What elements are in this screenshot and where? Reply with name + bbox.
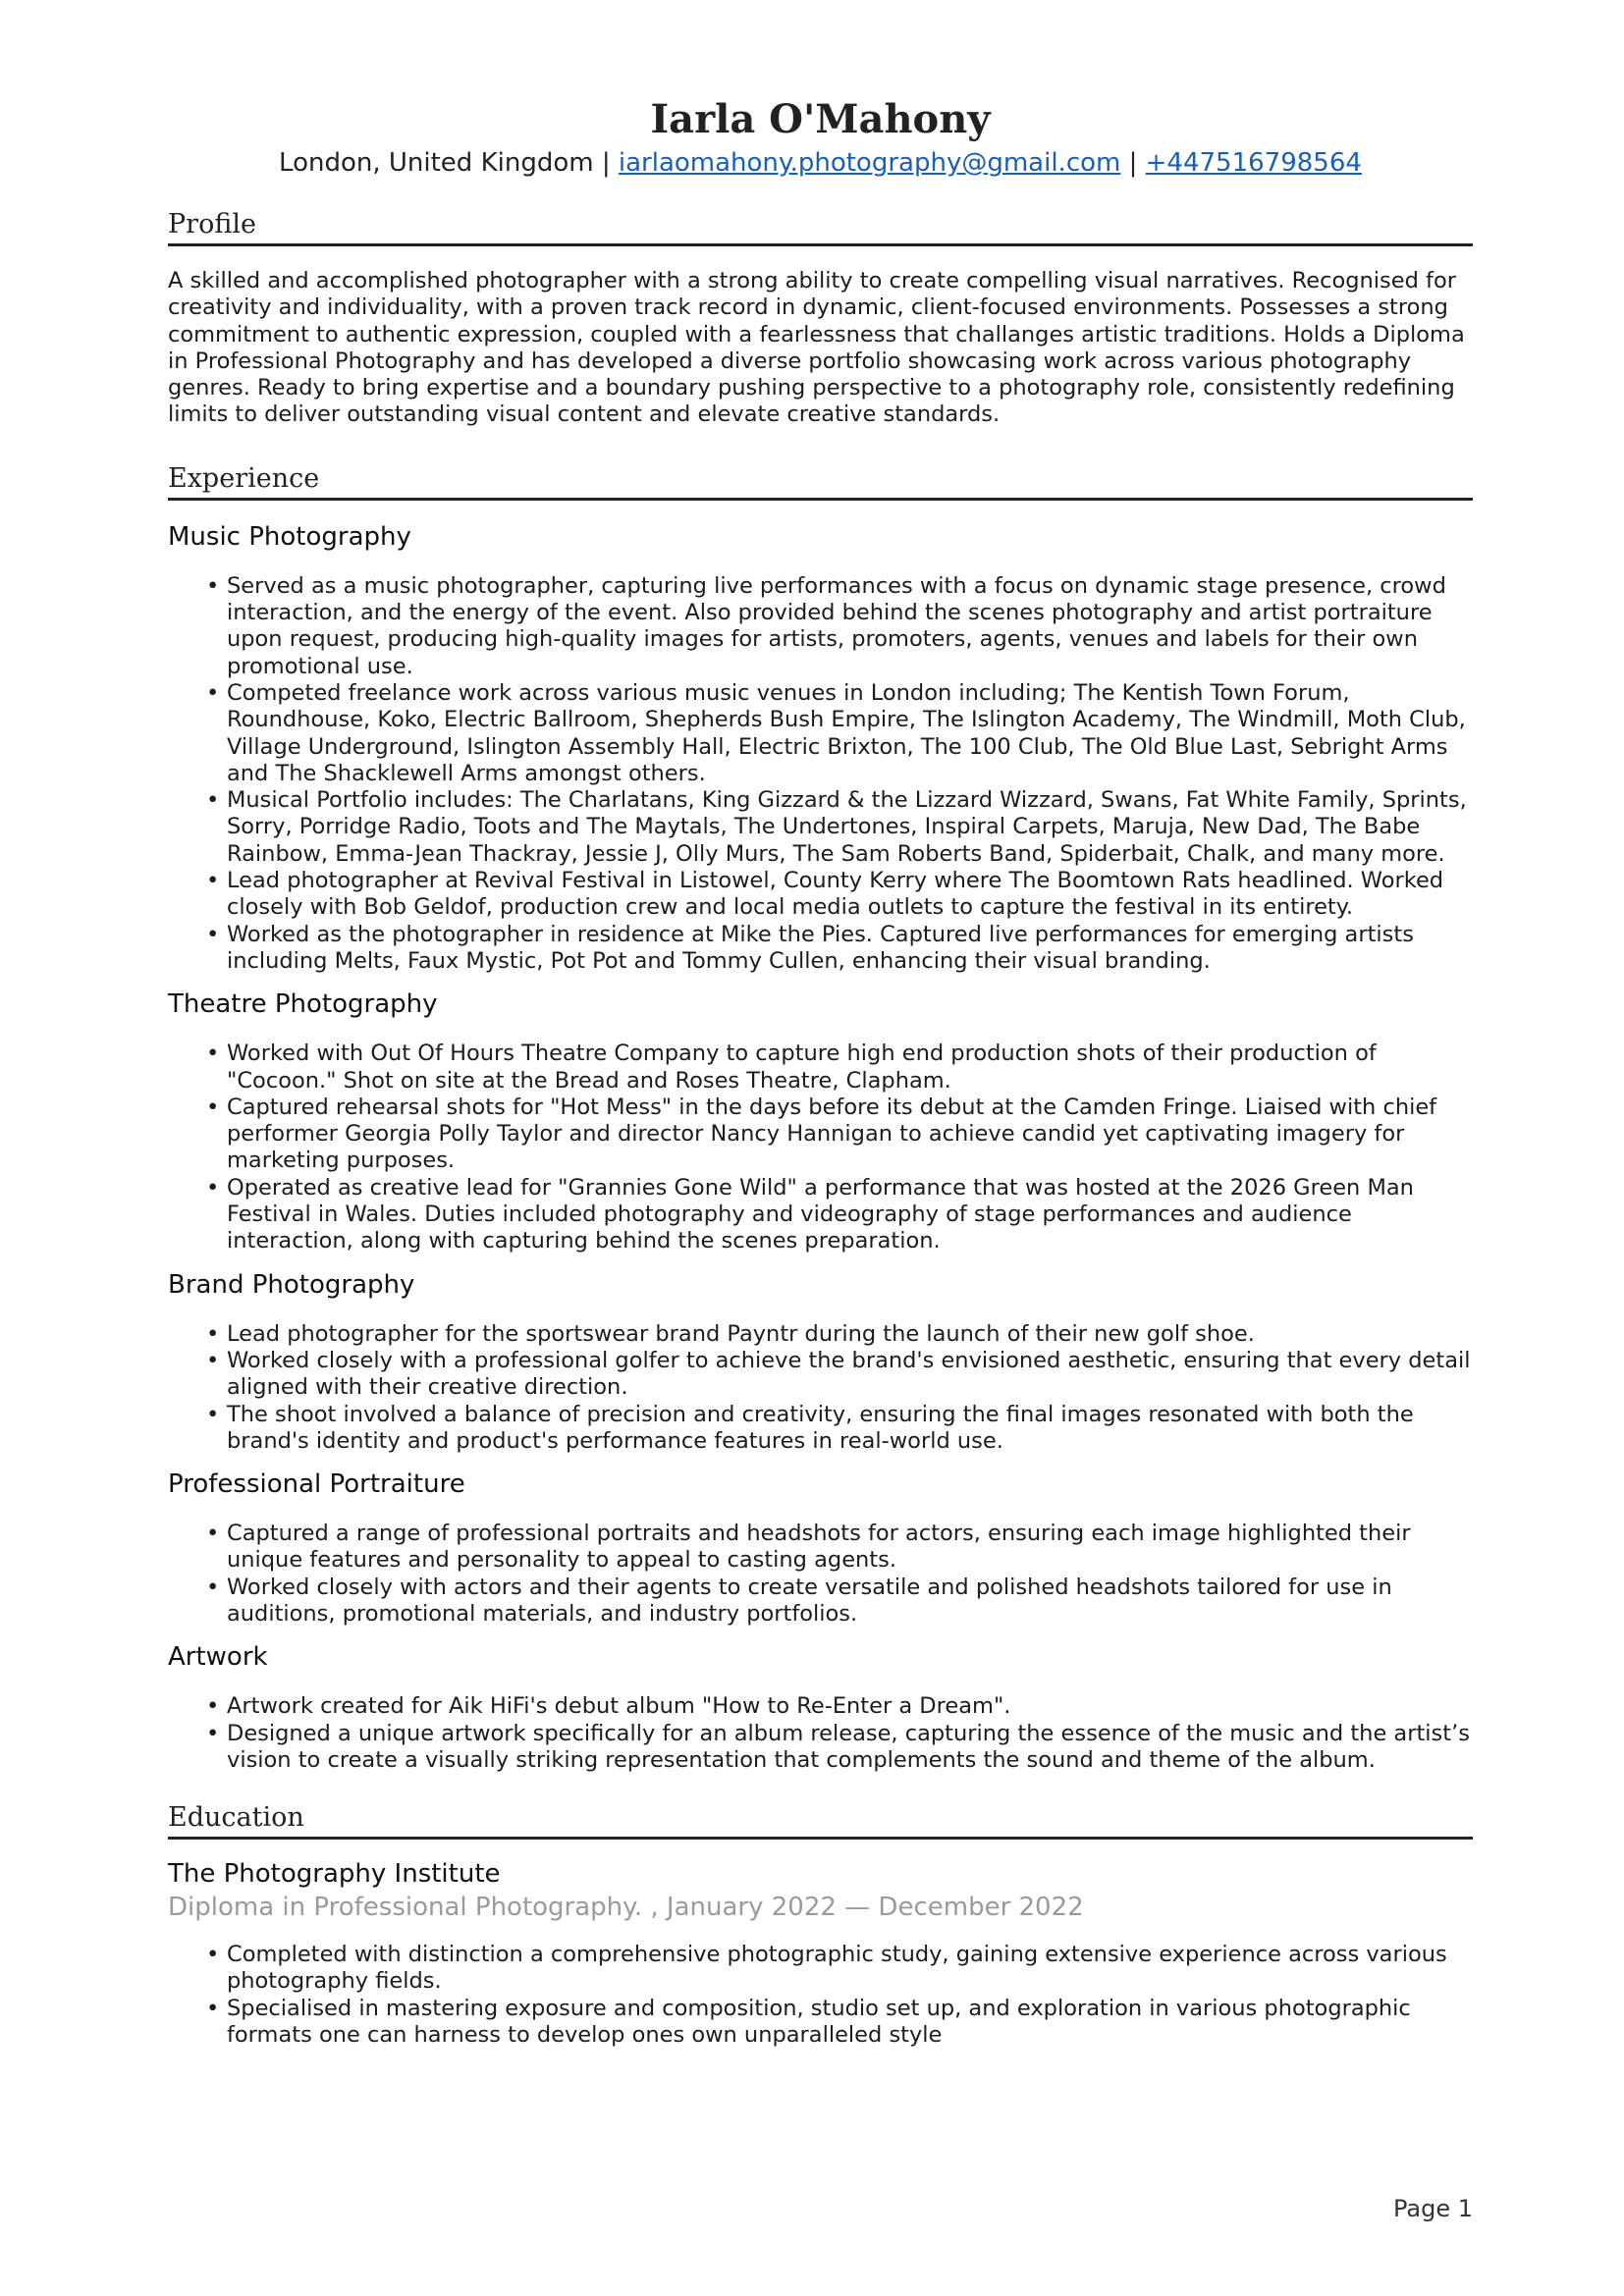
- bullet-item: • Musical Portfolio includes: The Charlatans, King Gizzard & the Lizzard Wizzard, Swans, Fat White Family, Sprints, Sorry, Porridge Radio, Toots and The Maytals, The Undertones, Inspiral Carpets, Maruja, New Dad, The Babe Rainbow, Emma-Jean Thackray, Jessie J, Olly Murs, The Sam Roberts Band, Spiderbait, Chalk, and many more.: [227, 787, 1473, 868]
- group-title: Brand Photography: [168, 1269, 415, 1300]
- education-heading: Education: [168, 1801, 1473, 1840]
- bullet-list: [168, 1942, 1473, 2049]
- experience-group-brand: [168, 1268, 1473, 1455]
- experience-group-portraiture: [168, 1468, 1473, 1628]
- contact-separator: |: [601, 148, 611, 178]
- bullet-item: • Competed freelance work across various music venues in London including; The Kentish Town Forum, Roundhouse, Koko, Electric Ballroom, Shepherds Bush Empire, The Islington Academy, The Windmill, Moth Club, Village Underground, Islington Assembly Hall, Electric Brixton, The 100 Club, The Old Blue Last, Sebright Arms and The Shacklewell Arms amongst others.: [227, 680, 1473, 787]
- bullet-item: • Worked as the photographer in residence at Mike the Pies. Captured live performances for emerging artists including Melts, Faux Mystic, Pot Pot and Tommy Cullen, enhancing their visual branding.: [227, 922, 1473, 976]
- bullet-item: • Specialised in mastering exposure and composition, studio set up, and exploration in various photographic formats one can harness to develop ones own unparalleled style: [227, 1996, 1473, 2050]
- resume-page: [168, 94, 1473, 2049]
- bullet-list: [168, 1521, 1473, 1628]
- experience-group-artwork: [168, 1640, 1473, 1774]
- group-title: Professional Portraiture: [168, 1469, 465, 1500]
- bullet-item: • Lead photographer for the sportswear brand Payntr during the launch of their new golf shoe.: [227, 1321, 1473, 1348]
- contact-separator: |: [1128, 148, 1138, 178]
- experience-heading: Experience: [168, 462, 1473, 501]
- bullet-item: • Operated as creative lead for "Grannies Gone Wild" a performance that was hosted at the 2026 Green Man Festival in Wales. Duties included photography and videography of stage performances and audience interaction, along with capturing behind the scenes preparation.: [227, 1175, 1473, 1255]
- bullet-item: • Lead photographer at Revival Festival in Listowel, County Kerry where The Boomtown Rats headlined. Worked closely with Bob Geldof, production crew and local media outlets to capture the festival in its entirety.: [227, 868, 1473, 922]
- bullet-list: [168, 1041, 1473, 1255]
- bullet-item: • Captured rehearsal shots for "Hot Mess" in the days before its debut at the Camden Fringe. Liaised with chief performer Georgia Polly Taylor and director Nancy Hannigan to achieve candid yet captivating imagery for marketing purposes.: [227, 1095, 1473, 1175]
- group-title: Music Photography: [168, 521, 411, 552]
- bullet-list: [168, 1321, 1473, 1455]
- group-title: Theatre Photography: [168, 989, 438, 1020]
- bullet-item: • Worked closely with actors and their agents to create versatile and polished headshots tailored for use in auditions, promotional materials, and industry portfolios.: [227, 1575, 1473, 1629]
- experience-group-theatre: [168, 988, 1473, 1255]
- bullet-item: • Designed a unique artwork specifically for an album release, capturing the essence of the music and the artist’s vision to create a visually striking representation that complements the sound and theme of the album.: [227, 1721, 1473, 1775]
- profile-heading: Profile: [168, 208, 1473, 246]
- profile-summary: A skilled and accomplished photographer with a strong ability to create compelling visual narratives. Recognised for creativity and individuality, with a proven track record in dynamic, client-focused environments. Possesses a strong commitment to authentic expression, coupled with a fearlessness that challanges artistic traditions. Holds a Diploma in Professional Photography and has developed a diverse portfolio showcasing work across various photography genres. Ready to bring expertise and a boundary pushing perspective to a photography role, consistently redefining limits to deliver outstanding visual content and elevate creative standards.: [168, 268, 1465, 428]
- phone-link[interactable]: +447516798564: [1145, 148, 1362, 178]
- location: London, United Kingdom: [279, 148, 594, 178]
- bullet-item: • Captured a range of professional portraits and headshots for actors, ensuring each image highlighted their unique features and personality to appeal to casting agents.: [227, 1521, 1473, 1575]
- institution-name: The Photography Institute: [168, 1859, 501, 1890]
- page-number: Page 1: [1393, 2195, 1473, 2222]
- group-title: Artwork: [168, 1642, 268, 1673]
- bullet-item: • Worked with Out Of Hours Theatre Company to capture high end production shots of their production of "Cocoon." Shot on site at the Bread and Roses Theatre, Clapham.: [227, 1041, 1473, 1095]
- bullet-item: • Served as a music photographer, capturing live performances with a focus on dynamic stage presence, crowd interaction, and the energy of the event. Also provided behind the scenes photography and artist portraiture upon request, producing high-quality images for artists, promoters, agents, venues and labels for their own promotional use.: [227, 573, 1473, 680]
- bullet-list: [168, 573, 1473, 975]
- contact-line: [168, 145, 1473, 181]
- bullet-item: • Worked closely with a professional golfer to achieve the brand's envisioned aesthetic, ensuring that every detail aligned with their creative direction.: [227, 1348, 1473, 1402]
- bullet-item: • Artwork created for Aik HiFi's debut album "How to Re-Enter a Dream".: [227, 1693, 1473, 1720]
- bullet-list: [168, 1693, 1473, 1774]
- experience-group-music: [168, 520, 1473, 975]
- education-detail: Diploma in Professional Photography. , January 2022 — December 2022: [168, 1893, 1084, 1923]
- email-link[interactable]: iarlaomahony.photography@gmail.com: [618, 148, 1121, 178]
- bullet-item: • Completed with distinction a comprehensive photographic study, gaining extensive experience across various photography fields.: [227, 1942, 1473, 1996]
- bullet-item: • The shoot involved a balance of precision and creativity, ensuring the final images resonated with both the brand's identity and product's performance features in real-world use.: [227, 1402, 1473, 1456]
- candidate-name: Iarla O'Mahony: [650, 96, 991, 142]
